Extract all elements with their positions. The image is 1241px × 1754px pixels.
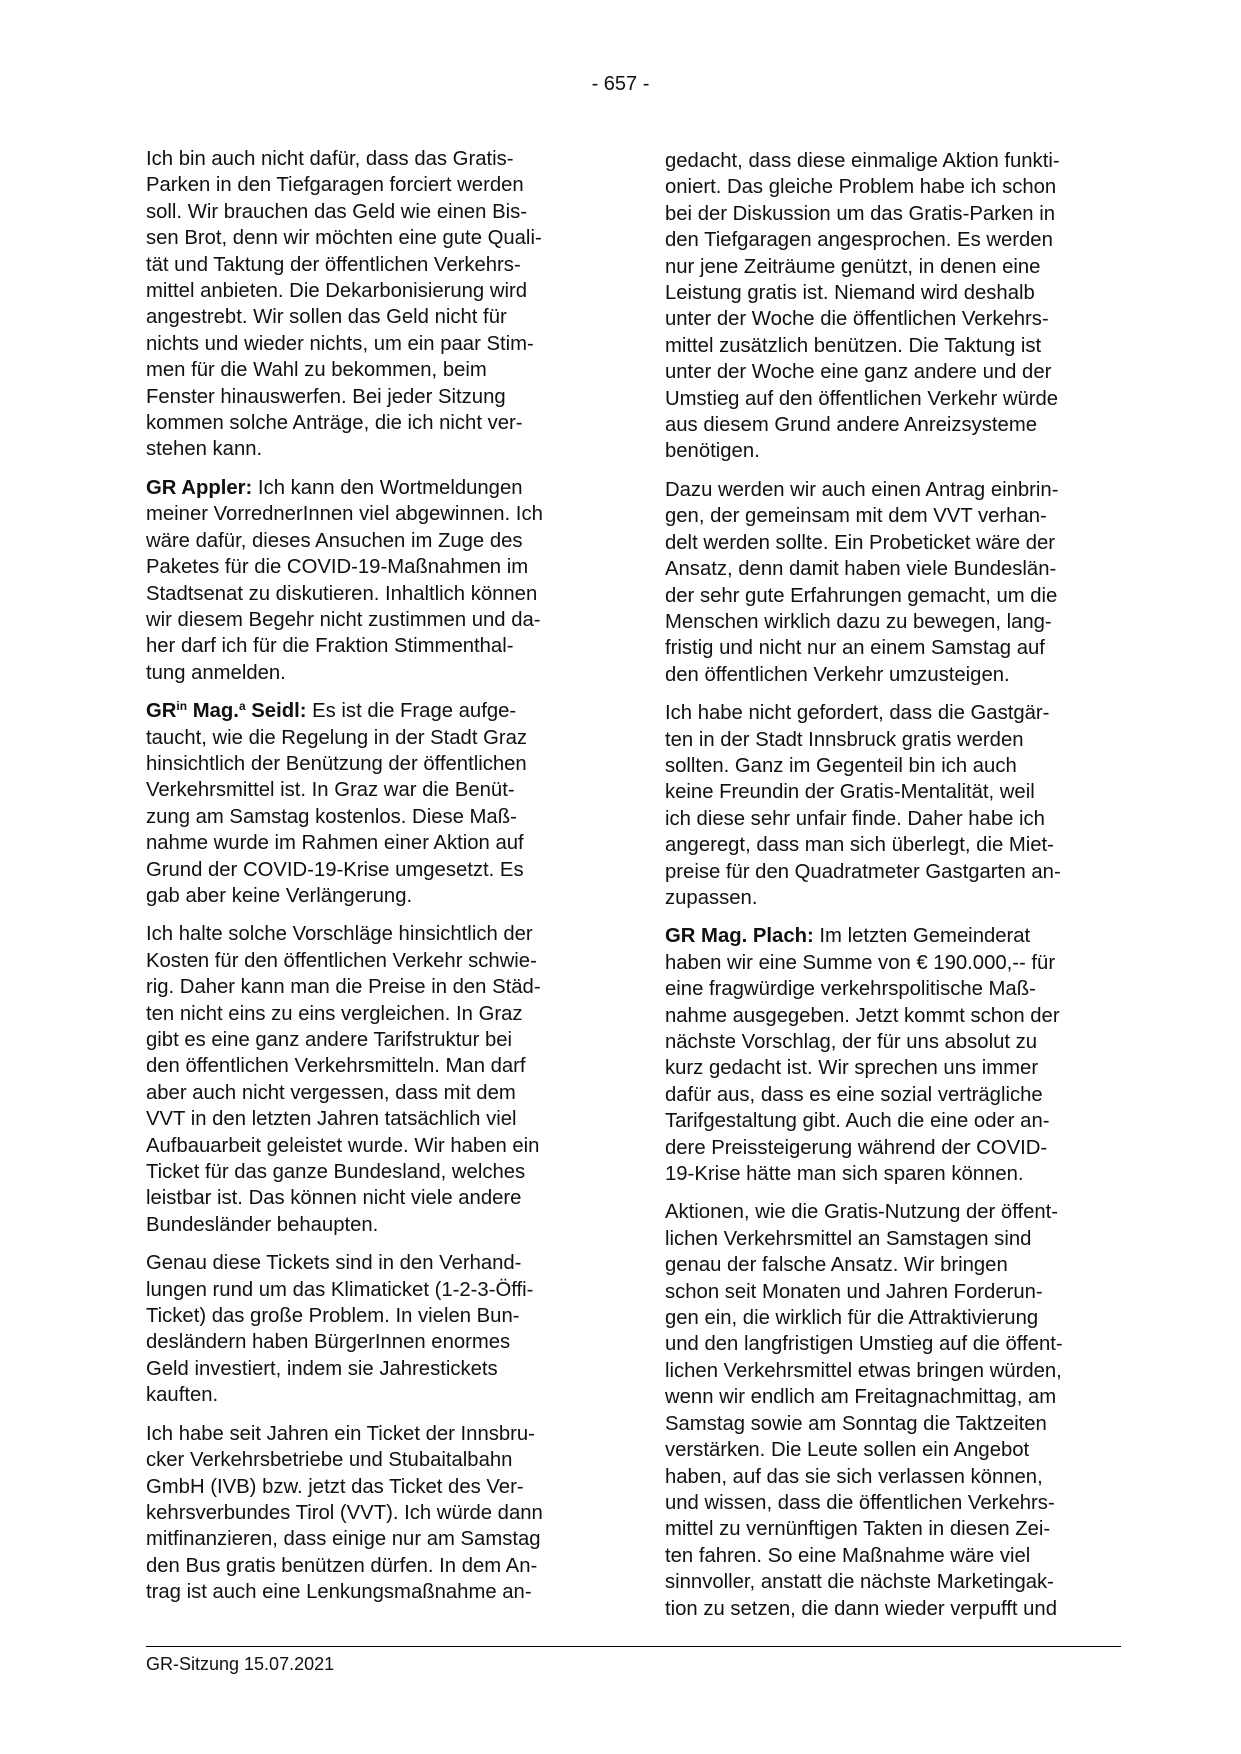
text-line: nächste Vorschlag, der für uns absolut zu xyxy=(665,1031,1038,1053)
text-line: nichts und wieder nichts, um ein paar Stim- xyxy=(146,332,534,355)
speaker-name-part: Seidl: xyxy=(245,700,307,723)
text-line: meiner VorrednerInnen viel abgewinnen. Ich xyxy=(146,503,543,526)
text-line: Verkehrsmittel ist. In Graz war die Benüt- xyxy=(146,779,515,802)
text-line: tion zu setzen, die dann wieder verpufft und xyxy=(665,1597,1057,1620)
text-line xyxy=(146,698,602,724)
text-line: gab aber keine Verlängerung. xyxy=(146,884,413,907)
text-line: 19-Krise hätte man sich sparen können. xyxy=(665,1163,1024,1186)
text-line: mittel zu vernünftigen Takten in diesen Zei- xyxy=(665,1518,1051,1541)
text-line: cker Verkehrsbetriebe und Stubaitalbahn xyxy=(146,1449,513,1472)
text-line: hinsichtlich der Benützung der öffentlichen xyxy=(146,752,527,775)
text-line: tät und Taktung der öffentlichen Verkehrs- xyxy=(146,253,521,276)
text-line: Fenster hinauswerfen. Bei jeder Sitzung xyxy=(146,385,506,408)
text-line: Ich bin auch nicht dafür, dass das Gratis- xyxy=(146,148,514,170)
text-line: gibt es eine ganz andere Tarifstruktur bei xyxy=(146,1029,513,1051)
text-line: aus diesem Grund andere Anreizsysteme xyxy=(665,414,1038,437)
paragraph xyxy=(146,1421,602,1606)
paragraph xyxy=(146,146,602,463)
speaker-name xyxy=(146,700,306,722)
speaker-name-part: GR Appler: xyxy=(146,476,253,499)
text-line: Ansatz, denn damit haben viele Bundeslän- xyxy=(665,558,1057,581)
text-line: dafür aus, dass es eine sozial verträgliche xyxy=(665,1083,1043,1106)
speaker-name xyxy=(665,925,814,947)
text-line: gen, der gemeinsam mit dem VVT verhan- xyxy=(665,505,1047,528)
text-line: zung am Samstag kostenlos. Diese Maß- xyxy=(146,805,517,828)
text-line: gedacht, dass diese einmalige Aktion funkti- xyxy=(665,150,1060,172)
text-line xyxy=(665,923,1121,949)
text-line: VVT in den letzten Jahren tatsächlich viel xyxy=(146,1108,517,1131)
text-line: tung anmelden. xyxy=(146,661,286,684)
text-line: aber auch nicht vergessen, dass mit dem xyxy=(146,1081,516,1104)
text-line: eine fragwürdige verkehrspolitische Maß- xyxy=(665,978,1036,1001)
text-line: oniert. Das gleiche Problem habe ich schon xyxy=(665,176,1057,199)
paragraph xyxy=(665,923,1121,1187)
text-line: wir diesem Begehr nicht zustimmen und da- xyxy=(146,608,541,631)
text-line: der sehr gute Erfahrungen gemacht, um die xyxy=(665,584,1058,607)
speaker-name-part: in xyxy=(176,699,188,714)
right-column xyxy=(665,148,1121,1634)
text-line: Aktionen, wie die Gratis-Nutzung der öffent- xyxy=(665,1201,1059,1224)
text-line: Parken in den Tiefgaragen forciert werden xyxy=(146,174,524,197)
text-line: lungen rund um das Klimaticket (1-2-3-Öffi- xyxy=(146,1278,534,1301)
page-number: - 657 - xyxy=(591,73,650,95)
text-line: trag ist auch eine Lenkungsmaßnahme an- xyxy=(146,1581,532,1604)
text-line: Paketes für die COVID-19-Maßnahmen im xyxy=(146,556,529,579)
paragraph xyxy=(665,148,1121,465)
text-line: keine Freundin der Gratis-Mentalität, weil xyxy=(665,781,1035,804)
text-line: angestrebt. Wir sollen das Geld nicht für xyxy=(146,306,507,329)
text-line: Menschen wirklich dazu zu bewegen, lang- xyxy=(665,610,1052,633)
text-line: ich diese sehr unfair finde. Daher habe ich xyxy=(665,807,1045,830)
text-line: haben wir eine Summe von € 190.000,-- für xyxy=(665,951,1056,974)
text-line: Genau diese Tickets sind in den Verhand- xyxy=(146,1252,522,1275)
speech-text: Ich kann den Wortmeldungen xyxy=(252,476,523,499)
speaker-name-part: a xyxy=(238,699,246,714)
text-line: nahme wurde im Rahmen einer Aktion auf xyxy=(146,832,524,855)
text-line: stehen kann. xyxy=(146,438,263,461)
text-line: Aufbauarbeit geleistet wurde. Wir haben ein xyxy=(146,1134,540,1157)
text-line: ten nicht eins zu eins vergleichen. In Graz xyxy=(146,1002,523,1025)
text-line: mitfinanzieren, dass einige nur am Samstag xyxy=(146,1528,541,1551)
text-line: Ich habe seit Jahren ein Ticket der Innsbru- xyxy=(146,1422,535,1445)
text-line: Ich habe nicht gefordert, dass die Gastgär- xyxy=(665,702,1050,725)
speaker-name xyxy=(146,477,252,499)
text-line: benötigen. xyxy=(665,440,760,463)
text-line: kauften. xyxy=(146,1384,219,1407)
text-line: verstärken. Die Leute sollen ein Angebot xyxy=(665,1439,1030,1462)
text-line: delt werden sollte. Ein Probeticket wäre der xyxy=(665,531,1056,554)
text-line: haben, auf das sie sich verlassen können, xyxy=(665,1465,1043,1488)
text-line: lichen Verkehrsmittel etwas bringen würden, xyxy=(665,1359,1062,1382)
text-line: bei der Diskussion um das Gratis-Parken in xyxy=(665,202,1056,225)
left-column xyxy=(146,146,602,1618)
text-line: gen ein, die wirklich für die Attraktivierung xyxy=(665,1307,1039,1330)
text-line: genau der falsche Ansatz. Wir bringen xyxy=(665,1254,1008,1277)
speaker-name-part: Mag. xyxy=(187,700,239,723)
text-line: leistbar ist. Das können nicht viele andere xyxy=(146,1187,522,1210)
paragraph xyxy=(146,475,602,686)
text-line: preise für den Quadratmeter Gastgarten an- xyxy=(665,860,1061,883)
text-line: den öffentlichen Verkehrsmitteln. Man darf xyxy=(146,1055,526,1078)
paragraph xyxy=(146,1250,602,1408)
text-line: her darf ich für die Fraktion Stimmenthal- xyxy=(146,635,514,658)
text-line: nahme ausgegeben. Jetzt kommt schon der xyxy=(665,1004,1060,1027)
text-line: und wissen, dass die öffentlichen Verkehrs- xyxy=(665,1491,1055,1514)
text-line: dere Preissteigerung während der COVID- xyxy=(665,1136,1048,1159)
text-line: mittel zusätzlich benützen. Die Taktung ist xyxy=(665,334,1042,357)
speech-text: Im letzten Gemeinderat xyxy=(813,925,1031,948)
text-line: Bundesländer behaupten. xyxy=(146,1213,379,1236)
text-line: sen Brot, denn wir möchten eine gute Quali- xyxy=(146,227,542,250)
text-line: kurz gedacht ist. Wir sprechen uns immer xyxy=(665,1057,1039,1080)
text-line: Stadtsenat zu diskutieren. Inhaltlich können xyxy=(146,582,538,605)
text-line: men für die Wahl zu bekommen, beim xyxy=(146,359,487,382)
footer-divider xyxy=(146,1646,1121,1647)
text-line: sinnvoller, anstatt die nächste Marketingak- xyxy=(665,1571,1054,1594)
text-line: lichen Verkehrsmittel an Samstagen sind xyxy=(665,1227,1032,1250)
text-line: zupassen. xyxy=(665,886,758,909)
paragraph xyxy=(146,698,602,909)
text-line: Grund der COVID-19-Krise umgesetzt. Es xyxy=(146,858,524,881)
text-line: Kosten für den öffentlichen Verkehr schwie- xyxy=(146,949,537,972)
text-line: sollten. Ganz im Gegenteil bin ich auch xyxy=(665,754,1017,777)
text-line: ten fahren. So eine Maßnahme wäre viel xyxy=(665,1544,1031,1567)
text-line: nur jene Zeiträume genützt, in denen eine xyxy=(665,255,1041,278)
text-line: Samstag sowie am Sonntag die Taktzeiten xyxy=(665,1412,1047,1435)
text-line: fristig und nicht nur an einem Samstag auf xyxy=(665,637,1045,660)
text-line: Ich halte solche Vorschläge hinsichtlich der xyxy=(146,923,533,946)
text-line: kommen solche Anträge, die ich nicht ver- xyxy=(146,412,523,435)
paragraph xyxy=(665,700,1121,911)
text-line: GmbH (IVB) bzw. jetzt das Ticket des Ver- xyxy=(146,1475,524,1498)
text-line: schon seit Monaten und Jahren Forderun- xyxy=(665,1280,1043,1303)
text-line: Ticket) das große Problem. In vielen Bun- xyxy=(146,1305,520,1328)
paragraph xyxy=(665,1199,1121,1622)
text-line: kehrsverbundes Tirol (VVT). Ich würde dann xyxy=(146,1501,543,1524)
speech-text: Es ist die Frage aufge- xyxy=(306,700,517,723)
text-line: wenn wir endlich am Freitagnachmittag, am xyxy=(665,1386,1057,1409)
text-line: unter der Woche eine ganz andere und der xyxy=(665,361,1052,384)
text-line: angeregt, dass man sich überlegt, die Miet- xyxy=(665,834,1054,857)
speaker-name-part: GR xyxy=(146,700,177,723)
footer-session-date: GR-Sitzung 15.07.2021 xyxy=(146,1654,335,1674)
text-line: Geld investiert, indem sie Jahrestickets xyxy=(146,1357,498,1380)
text-line: den Bus gratis benützen dürfen. In dem An- xyxy=(146,1554,538,1577)
text-line: desländern haben BürgerInnen enormes xyxy=(146,1331,511,1354)
text-line: wäre dafür, dieses Ansuchen im Zuge des xyxy=(146,529,523,552)
text-line: Tarifgestaltung gibt. Auch die eine oder an- xyxy=(665,1110,1050,1133)
text-line: rig. Daher kann man die Preise in den Städ- xyxy=(146,976,541,999)
text-line: Ticket für das ganze Bundesland, welches xyxy=(146,1161,526,1184)
paragraph xyxy=(146,921,602,1238)
text-line xyxy=(146,475,602,501)
text-line: den Tiefgaragen angesprochen. Es werden xyxy=(665,229,1053,252)
text-line: und den langfristigen Umstieg auf die öffent- xyxy=(665,1333,1063,1356)
paragraph xyxy=(665,477,1121,688)
speaker-name-part: GR Mag. Plach: xyxy=(665,925,814,948)
text-line: ten in der Stadt Innsbruck gratis werden xyxy=(665,728,1024,751)
text-line: den öffentlichen Verkehr umzusteigen. xyxy=(665,663,1010,686)
text-line: Leistung gratis ist. Niemand wird deshalb xyxy=(665,282,1035,305)
text-line: Umstieg auf den öffentlichen Verkehr würde xyxy=(665,387,1059,410)
text-line: taucht, wie die Regelung in der Stadt Graz xyxy=(146,726,528,749)
text-line: Dazu werden wir auch einen Antrag einbrin- xyxy=(665,478,1059,501)
text-line: soll. Wir brauchen das Geld wie einen Bis- xyxy=(146,200,528,223)
text-line: mittel anbieten. Die Dekarbonisierung wird xyxy=(146,280,528,303)
text-line: unter der Woche die öffentlichen Verkehrs- xyxy=(665,308,1049,331)
